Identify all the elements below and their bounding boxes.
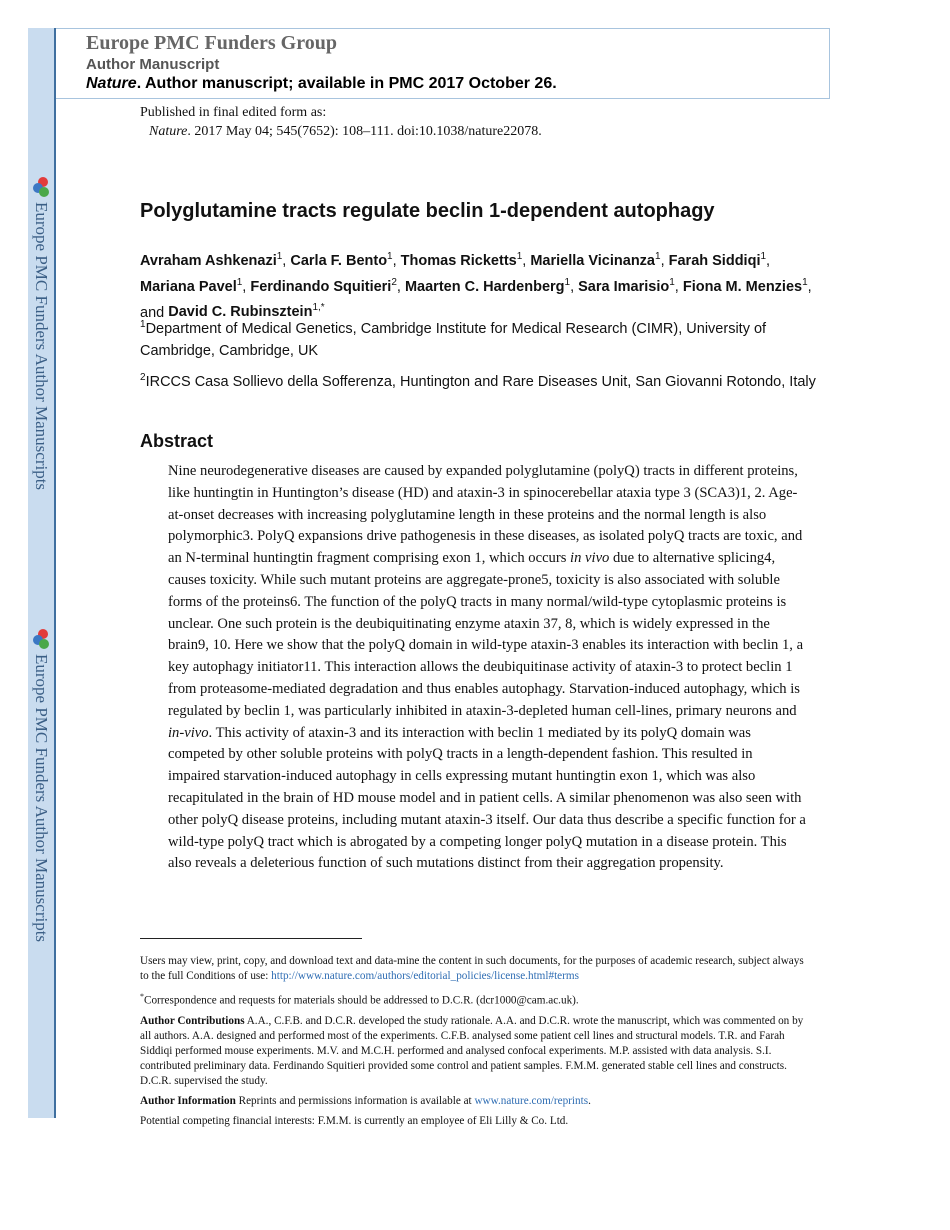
author-list: [140, 246, 820, 323]
contributions-label: Author Contributions: [140, 1014, 245, 1027]
author-name: Maarten C. Hardenberg: [404, 278, 565, 295]
abstract-text-2: due to alternative splicing4, causes toxicity. While such mutant proteins are aggregate-prone5, toxicity is also associated with soluble forms of the proteins6. The function of the polyQ tracts in many normal/wild-type cytoplasmic proteins is unclear. One such protein is the deubiquitinating enzyme ataxin 37, 8, which is widely expressed in the brain9, 10. Here we show that the polyQ domain in wild-type ataxin-3 enables its interaction with beclin 1, a key autophagy initiator11. This interaction allows the deubiquitinase activity of ataxin-3 to protect beclin 1 from proteasome-mediated degradation and thus enables autophagy. Starvation-induced autophagy, which is regulated by beclin 1, was particularly inhibited in ataxin-3-depleted human cell-lines, primary neurons and: [168, 550, 804, 719]
author-affiliation-mark: 1: [564, 276, 571, 288]
license-link[interactable]: http://www.nature.com/authors/editorial_policies/license.html#terms: [271, 970, 579, 982]
funders-group-title: Europe PMC Funders Group: [86, 32, 337, 54]
contributions-text: A.A., C.F.B. and D.C.R. developed the study rationale. A.A. and D.C.R. wrote the manuscript, which was commented on by all authors. A.A. designed and performed most of the experiments. C.F.B. analysed some patient cell lines and structural models. T.R. and Farah Siddiqi performed mouse experiments. M.V. and M.C.H. performed and analysed confocal experiments. M.P. assisted with data analysis. S.I. contributed preliminary data. Ferdinando Squitieri provided some control and patient samples. F.M.M. generated stable cell lines and constructs. D.C.R. supervised the study.: [140, 1014, 804, 1087]
footnote-divider: [140, 938, 362, 939]
correspondence-note: [140, 989, 810, 1009]
abstract-italic-2: in-vivo: [168, 724, 209, 741]
author-name: Sara Imarisio: [578, 278, 670, 295]
manuscript-header: [56, 28, 830, 99]
author: [290, 253, 392, 269]
author-separator: ,: [282, 252, 291, 269]
author-affiliation-mark: 1: [516, 251, 523, 262]
author-info-label: Author Information: [140, 1094, 236, 1107]
correspondence-text: Correspondence and requests for materials should be addressed to D.C.R. (dcr1000@cam.ac.uk).: [144, 994, 579, 1007]
correspondence-mark: *: [140, 992, 144, 1001]
abstract-body: [168, 461, 808, 875]
affiliation-text: Department of Medical Genetics, Cambridge Institute for Medical Research (CIMR), University of Cambridge, Cambridge, UK: [140, 320, 767, 359]
abstract-text-1: Nine neurodegenerative diseases are caused by expanded polyglutamine (polyQ) tracts in different proteins, like huntingtin in Huntington’s disease (HD) and ataxin-3 in spinocerebellar ataxia type 3 (SCA3)1, 2. Age-at-onset decreases with increasing polyglutamine length in these proteins and the normal length is also polymorphic3. PolyQ expansions drive pathogenesis in these diseases, as isolated polyQ tracts are toxic, and an N-terminal huntingtin fragment comprising exon 1, which occurs: [168, 463, 803, 567]
author-name: Thomas Ricketts: [400, 252, 517, 269]
author-separator: ,: [396, 278, 405, 295]
author-separator: ,: [766, 252, 771, 269]
author-affiliation-mark: 1: [387, 251, 393, 262]
reprints-link[interactable]: www.nature.com/reprints: [474, 1094, 589, 1107]
author-separator: ,: [392, 252, 401, 269]
publication-info: [140, 103, 542, 141]
author-name: Carla F. Bento: [290, 252, 388, 269]
footnotes: [140, 954, 810, 1134]
author-name: Fiona M. Menzies: [682, 278, 803, 295]
author: [404, 276, 571, 295]
author-affiliation-mark: 1: [669, 276, 675, 288]
journal-name: Nature: [86, 75, 137, 92]
citation-journal: Nature: [149, 124, 188, 139]
sidebar-label-top: Europe PMC Funders Author Manuscripts: [32, 202, 51, 491]
availability-text: . Author manuscript; available in PMC 2017 October 26.: [136, 75, 557, 92]
author-manuscript-label: Author Manuscript: [86, 56, 220, 73]
author-affiliation-mark: 1: [236, 276, 243, 288]
affiliation-2: [140, 367, 820, 393]
contributions-note: [140, 1014, 810, 1089]
author-info-end: .: [588, 1094, 591, 1107]
article-title: Polyglutamine tracts regulate beclin 1-dependent autophagy: [140, 200, 715, 222]
published-label: Published in final edited form as:: [140, 105, 327, 120]
author-info-note: [140, 1094, 810, 1109]
author-name: Avraham Ashkenazi: [140, 252, 277, 269]
author-name: David C. Rubinsztein: [168, 304, 313, 321]
citation-details: . 2017 May 04; 545(7652): 108–111. doi:10.1038/nature22078.: [187, 124, 542, 139]
author-info-text: Reprints and permissions information is available at: [235, 1094, 475, 1107]
license-text: Users may view, print, copy, and download text and data-mine the content in such documents, for the purposes of academic research, subject always to the full Conditions of use:: [140, 955, 804, 982]
author: [250, 276, 397, 295]
sidebar-band: [28, 28, 56, 1118]
affiliation-text: IRCCS Casa Sollievo della Sofferenza, Huntington and Rare Diseases Unit, San Giovanni Rotondo, Italy: [145, 373, 816, 390]
author-separator: ,: [674, 278, 683, 295]
logo-dot-green: [39, 187, 49, 197]
author-affiliation-mark: 1: [802, 276, 808, 288]
author-affiliation-mark: 1: [276, 251, 283, 262]
author: [682, 276, 808, 295]
europe-pmc-logo-icon: [31, 628, 51, 650]
europe-pmc-logo-icon: [31, 176, 51, 198]
abstract-italic-1: in vivo: [570, 550, 610, 567]
author-affiliation-mark: 1: [760, 251, 767, 262]
competing-interests-note: Potential competing financial interests: F.M.M. is currently an employee of Eli Lilly & Co. Ltd.: [140, 1114, 569, 1127]
author-affiliation-mark: 1,*: [312, 302, 325, 314]
author-name: Ferdinando Squitieri: [250, 278, 392, 295]
author-name: Mariella Vicinanza: [530, 252, 655, 269]
author-name: Mariana Pavel: [140, 278, 237, 295]
affiliation-mark: 2: [140, 372, 146, 383]
logo-dot-green: [39, 639, 49, 649]
abstract-heading: Abstract: [140, 431, 214, 451]
author: [578, 276, 675, 295]
author-separator: ,: [660, 252, 669, 269]
author-separator: ,: [242, 278, 251, 295]
author-separator: ,: [522, 252, 531, 269]
author: [401, 253, 523, 269]
author: [669, 253, 766, 269]
citation-line: [140, 122, 542, 141]
author-name: Farah Siddiqi: [668, 252, 761, 269]
author: [530, 253, 660, 269]
abstract-text-3: . This activity of ataxin-3 and its interaction with beclin 1 mediated by its polyQ domain was competed by other soluble proteins with polyQ tracts in a length-dependent fashion. This resulted in impaired starvation-induced autophagy in cells expressing mutant huntingtin exon 1, which was also recapitulated in the brain of HD mouse model and in patient cells. A similar phenomenon was also seen with other polyQ disease proteins, including mutant ataxin-3 itself. Our data thus describe a specific function for a wild-type polyQ tract which is abrogated by a competing longer polyQ mutation in a disease protein. This also reveals a deleterious function of such mutations distinct from their aggregation propensity.: [168, 724, 806, 872]
affiliation-1: [140, 314, 820, 362]
author: [140, 276, 243, 295]
sidebar-label-bottom: Europe PMC Funders Author Manuscripts: [32, 654, 51, 943]
author-separator: ,: [570, 278, 579, 295]
author-affiliation-mark: 1: [655, 251, 661, 262]
affiliation-mark: 1: [140, 319, 146, 330]
license-note: [140, 954, 810, 984]
author-affiliation-mark: 2: [391, 276, 397, 288]
author: [140, 253, 282, 269]
author-separator: , and: [140, 278, 812, 321]
journal-availability: [86, 75, 557, 93]
